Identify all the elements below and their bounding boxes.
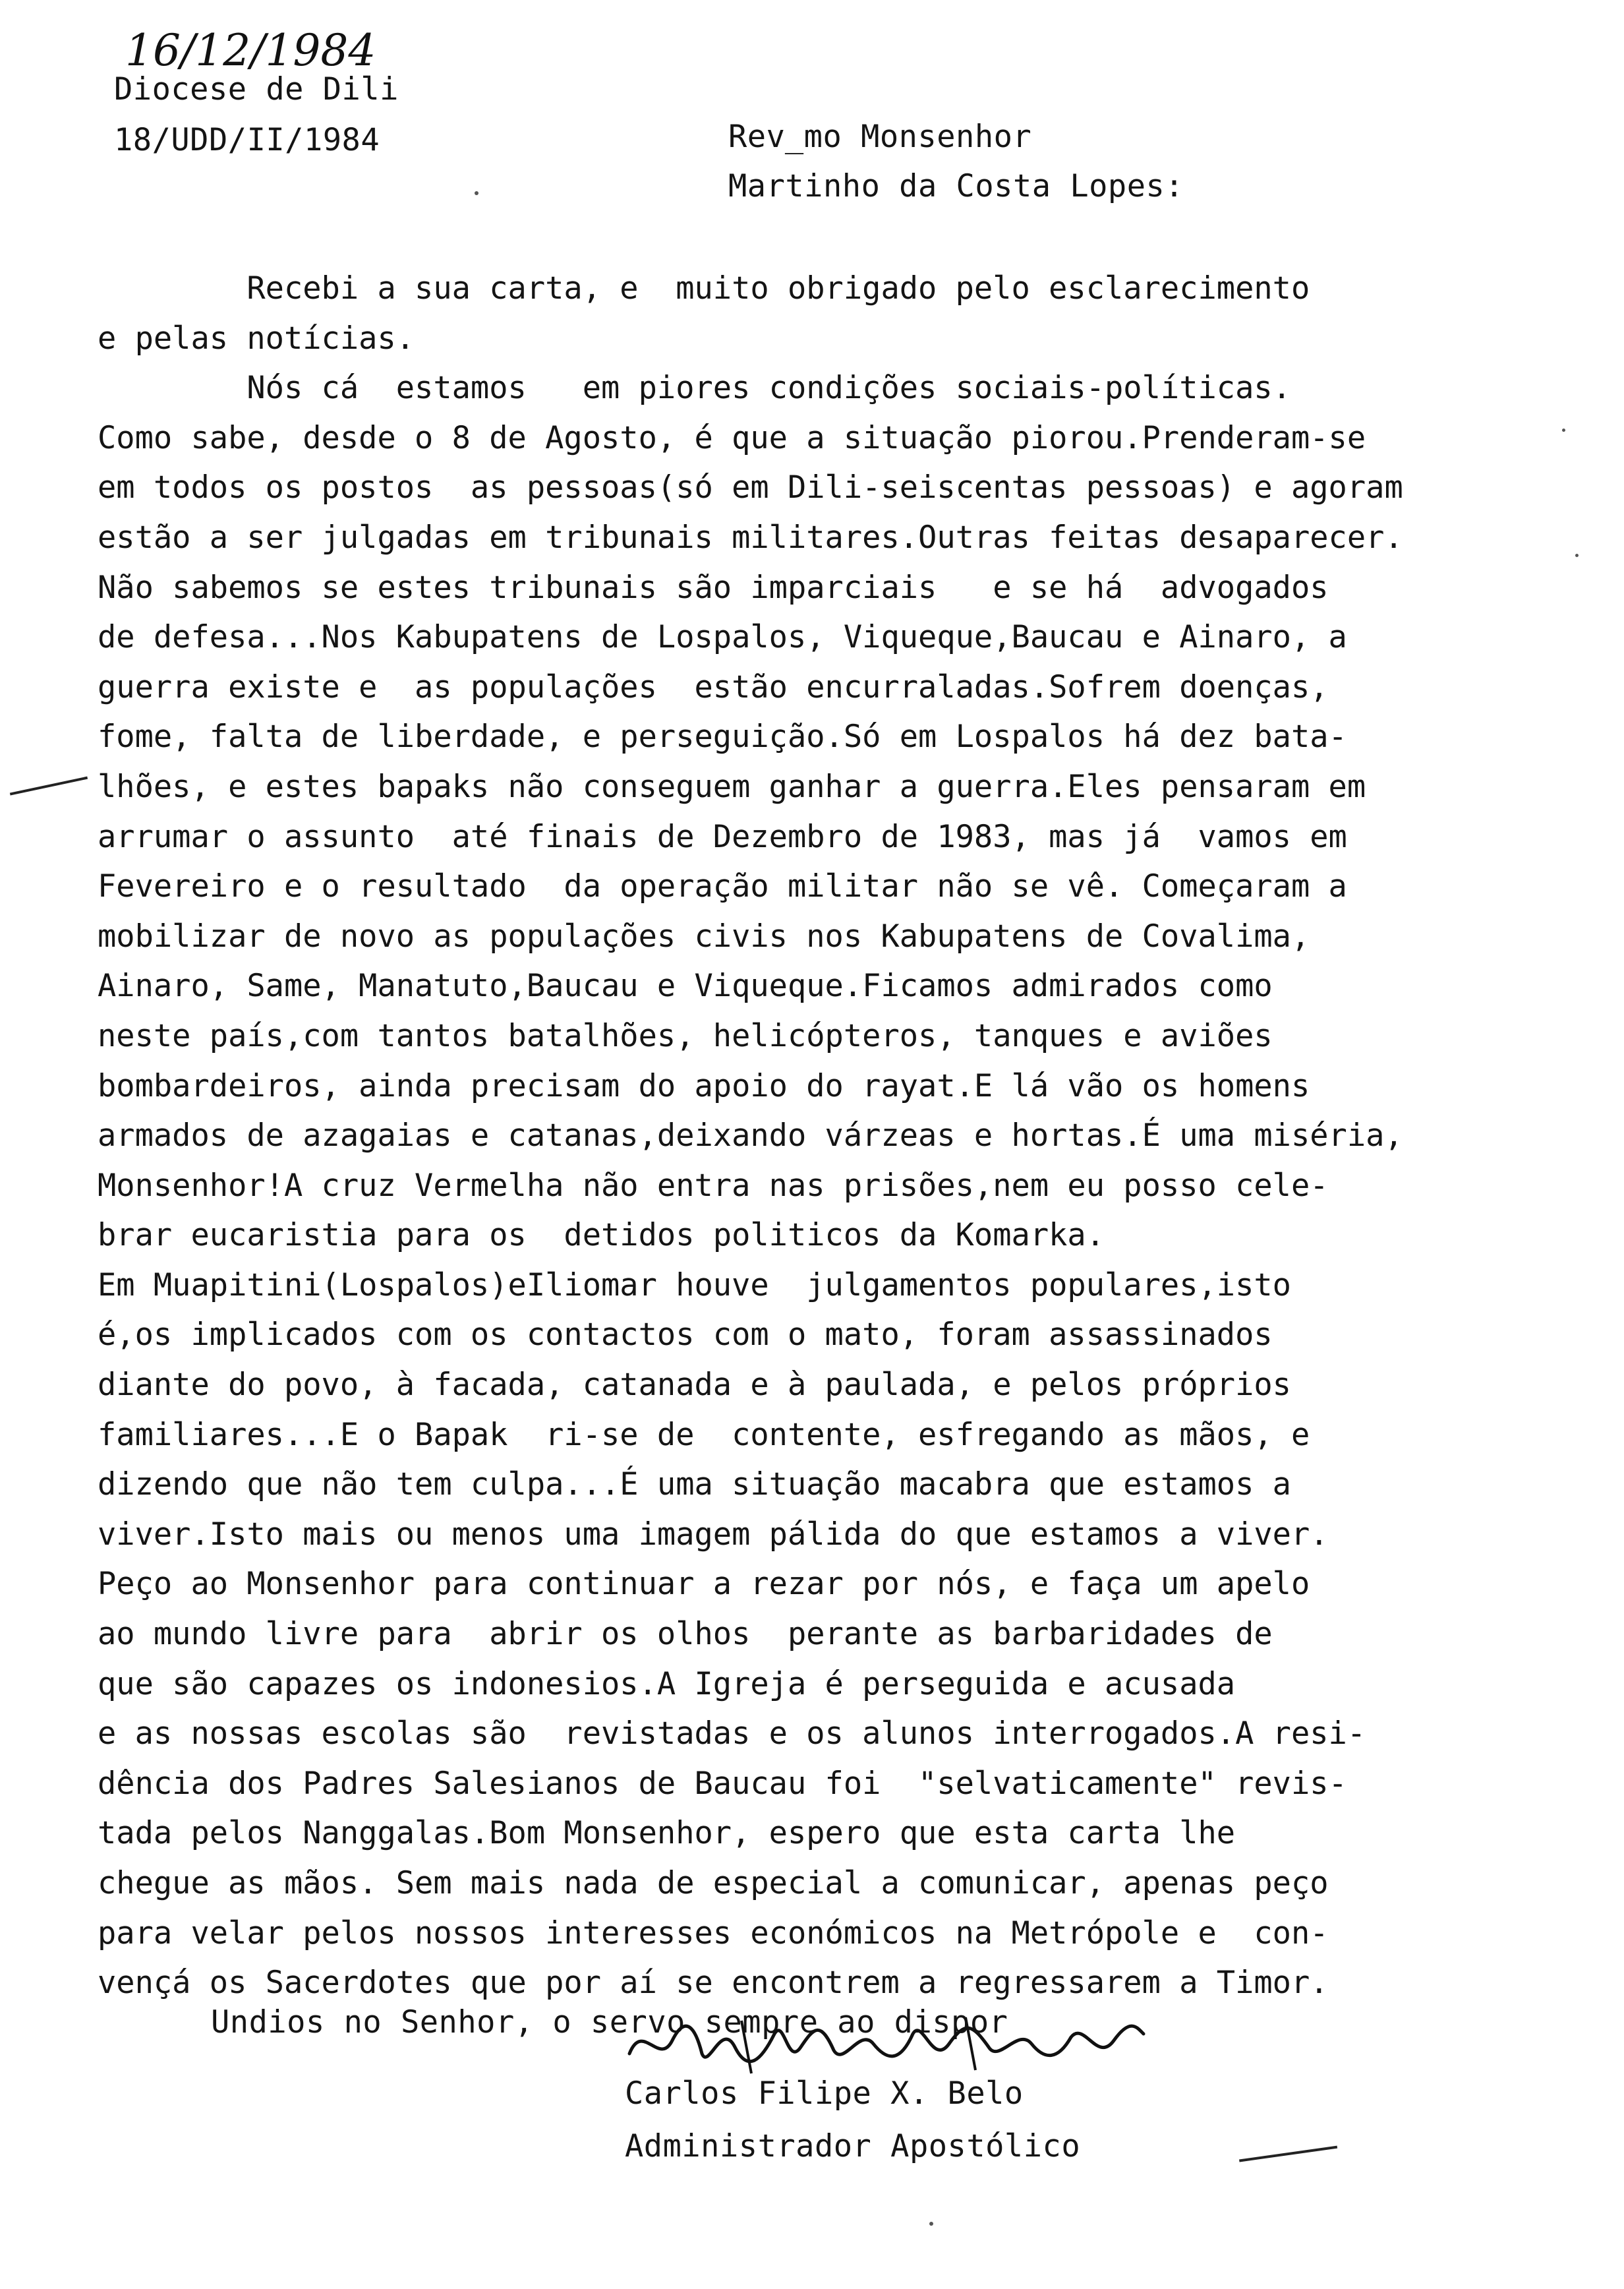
body-line: armados de azagaias e catanas,deixando várzeas e hortas.É uma miséria, xyxy=(98,1117,1403,1154)
body-line: familiares...E o Bapak ri-se de contente, esfregando as mãos, e xyxy=(98,1416,1310,1453)
recipient-title: Rev̲mo Monsenhor xyxy=(728,119,1032,155)
body-line: bombardeiros, ainda precisam do apoio do rayat.E lá vão os homens xyxy=(98,1067,1310,1104)
body-line: fome, falta de liberdade, e perseguição.Só em Lospalos há dez bata- xyxy=(98,719,1347,756)
body-line: em todos os postos as pessoas(só em Dili-seiscentas pessoas) e agoram xyxy=(98,469,1403,506)
body-line: tada pelos Nanggalas.Bom Monsenhor, espero que esta carta lhe xyxy=(98,1815,1236,1852)
body-line: Peço ao Monsenhor para continuar a rezar por nós, e faça um apelo xyxy=(98,1566,1310,1603)
body-line: e as nossas escolas são revistadas e os alunos interrogados.A resi- xyxy=(98,1715,1366,1752)
body-line: Monsenhor!A cruz Vermelha não entra nas prisões,nem eu posso cele- xyxy=(98,1167,1329,1204)
margin-mark xyxy=(10,777,89,802)
body-line: viver.Isto mais ou menos uma imagem pálida do que estamos a viver. xyxy=(98,1516,1329,1553)
letter-body xyxy=(98,264,1580,2008)
body-line: arrumar o assunto até finais de Dezembro de 1983, mas já vamos em xyxy=(98,818,1347,855)
body-line: que são capazes os indonesios.A Igreja é perseguida e acusada xyxy=(98,1665,1236,1702)
body-line: estão a ser julgadas em tribunais militares.Outras feitas desaparecer. xyxy=(98,519,1403,556)
sender-line: Diocese de Dili xyxy=(114,71,399,107)
body-line: é,os implicados com os contactos com o mato, foram assassinados xyxy=(98,1317,1273,1353)
body-line: Como sabe, desde o 8 de Agosto, é que a situação piorou.Prenderam-se xyxy=(98,419,1366,456)
body-line: Fevereiro e o resultado da operação militar não se vê. Começaram a xyxy=(98,868,1347,905)
body-line: mobilizar de novo as populações civis nos Kabupatens de Covalima, xyxy=(98,918,1310,955)
recipient-name: Martinho da Costa Lopes: xyxy=(728,168,1184,204)
speck xyxy=(475,191,478,195)
body-line: Não sabemos se estes tribunais são imparciais e se há advogados xyxy=(98,569,1329,606)
closing-salutation: Undios no Senhor, o servo sempre ao dispor xyxy=(211,2004,1008,2040)
body-line: neste país,com tantos batalhões, helicópteros, tanques e aviões xyxy=(98,1017,1273,1054)
body-line: lhões, e estes bapaks não conseguem ganhar a guerra.Eles pensaram em xyxy=(98,768,1366,805)
footer-mark xyxy=(1239,2146,1338,2166)
body-line: dizendo que não tem culpa...É uma situação macabra que estamos a xyxy=(98,1466,1291,1503)
body-line: brar eucaristia para os detidos politicos da Komarka. xyxy=(98,1217,1105,1254)
speck xyxy=(1575,554,1579,557)
body-line: Em Muapitini(Lospalos)eIliomar houve julgamentos populares,isto xyxy=(98,1266,1291,1303)
handwritten-date: 16/12/1984 xyxy=(125,25,376,76)
body-line: de defesa...Nos Kabupatens de Lospalos, Viqueque,Baucau e Ainaro, a xyxy=(98,619,1347,656)
signatory-name: Carlos Filipe X. Belo xyxy=(625,2075,1024,2112)
speck xyxy=(929,2222,933,2226)
body-line: vençá os Sacerdotes que por aí se encontrem a regressarem a Timor. xyxy=(98,1965,1329,2002)
body-line: Recebi a sua carta, e muito obrigado pelo esclarecimento xyxy=(98,270,1310,307)
body-line: Nós cá estamos em piores condições sociais-políticas. xyxy=(98,370,1291,407)
signatory-title: Administrador Apostólico xyxy=(625,2128,1081,2164)
body-line: Ainaro, Same, Manatuto,Baucau e Viqueque.Ficamos admirados como xyxy=(98,968,1273,1005)
reference-number: 18/UDD/II/1984 xyxy=(114,122,380,158)
body-line: chegue as mãos. Sem mais nada de especial a comunicar, apenas peço xyxy=(98,1865,1329,1901)
body-line: guerra existe e as populações estão encurraladas.Sofrem doenças, xyxy=(98,669,1329,705)
speck xyxy=(1562,429,1565,432)
body-line: diante do povo, à facada, catanada e à paulada, e pelos próprios xyxy=(98,1367,1291,1404)
body-line: e pelas notícias. xyxy=(98,320,415,357)
body-line: dência dos Padres Salesianos de Baucau foi "selvaticamente" revis- xyxy=(98,1765,1347,1802)
body-line: ao mundo livre para abrir os olhos perante as barbaridades de xyxy=(98,1616,1273,1653)
handwritten-signature xyxy=(623,2007,1150,2083)
body-line: para velar pelos nossos interesses económicos na Metrópole e con- xyxy=(98,1915,1329,1951)
